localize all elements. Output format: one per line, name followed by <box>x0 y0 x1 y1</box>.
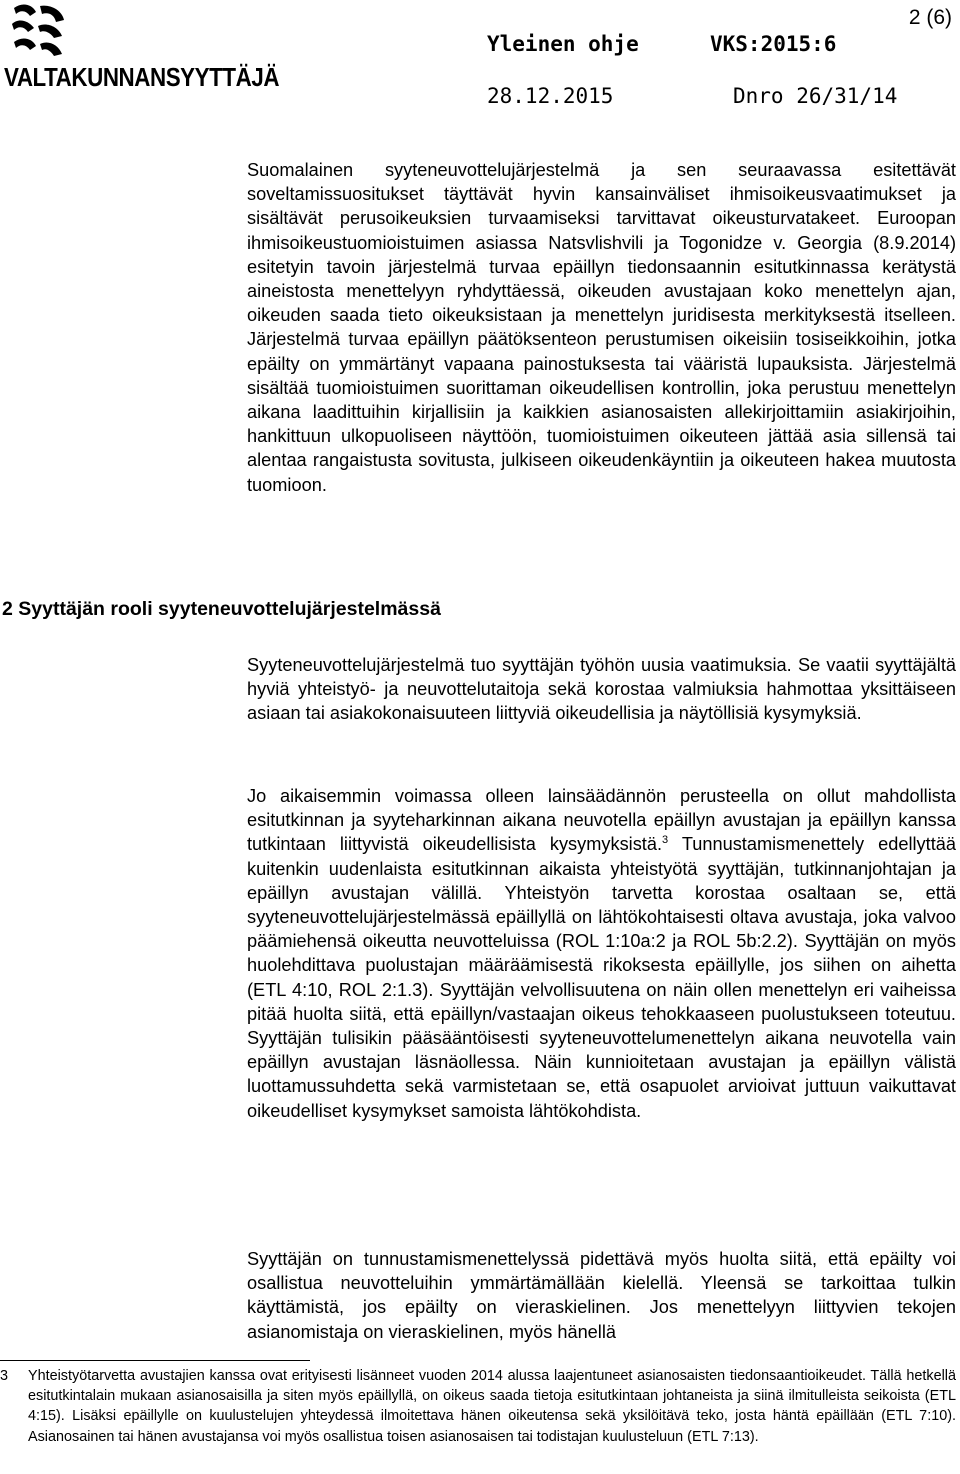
document-dnro: Dnro 26/31/14 <box>733 84 898 108</box>
paragraph-3-text-a: Jo aikaisemmin voimassa olleen lainsäädännön perusteella on ollut mahdollista esitutkinnan ja syyteharkinnan aikana neuvotella epäillyn avustajan ja epäillyn kanssa tutkintaan liittyvistä oikeudellisista kysymyksistä. <box>247 786 956 855</box>
paragraph-1: Suomalainen syyteneuvottelujärjestelmä ja sen seuraavassa esitettävät soveltamissuositukset täyttävät hyvin kansainväliset ihmisoikeusvaatimukset ja sisältävät perusoikeuksien turvaamiseksi tarvittavat oikeusturvatakeet. Euroopan ihmisoikeustuomioistuimen asiassa Natsvlishvili ja Togonidze v. Georgia (8.9.2014) esitetyin tavoin järjestelmä turvaa epäillyn tiedonsaannin esitutkinnassa kerätystä aineistosta menettelyyn ryhdyttäessä, oikeuden avustajaan koko menettelyn ajan, oikeuden saada tieto oikeuksistaan ja menettelyn juridisesta merkityksestä itselleen. Järjestelmä turvaa epäillyn päätöksenteon perustumisen oikeisiin tosiseikkoihin, jotka epäilty on ymmärtänyt vapaana painostuksesta tai vääristä lupauksista. Järjestelmä sisältää tuomioistuimen suorittaman oikeudellisen kontrollin, joka perustuu menettelyn aikana laadittuihin kirjallisiin ja kaikkien asianosaisten allekirjoittamiin asiakirjoihin, hankittuun ulkopuoliseen näyttöön, tuomioistuimen oikeuteen jättää asia sillensä tai alentaa rangaistusta sovitusta, julkiseen oikeudenkäyntiin ja oikeuteen hakea muutosta tuomioon. <box>247 160 956 495</box>
footnote-reference: 3 <box>662 834 669 847</box>
section-heading: 2 Syyttäjän rooli syyteneuvottelujärjestelmässä <box>2 598 441 620</box>
document-date: 28.12.2015 <box>487 84 614 108</box>
valtakunnansyyttaja-logo-icon <box>8 2 68 62</box>
document-type: Yleinen ohje <box>487 32 639 56</box>
footnote-number: 3 <box>0 1368 9 1384</box>
paragraph-3 <box>247 784 956 1123</box>
document-code: VKS:2015:6 <box>710 32 837 56</box>
organization-logo <box>4 2 280 94</box>
footnote <box>0 1366 956 1447</box>
paragraph-4: Syyttäjän on tunnustamismenettelyssä pidettävä myös huolta siitä, että epäilty voi osallistua neuvotteluihin ymmärtämällään kielellä. Yleensä se tarkoittaa tulkin käyttämistä, jos epäilty on vieraskielinen. Jos menettelyyn liittyvien tekojen asianomistaja on vieraskielinen, myös hänellä <box>247 1249 956 1342</box>
footnote-divider <box>0 1360 310 1361</box>
organization-name: VALTAKUNNANSYYTTÄJÄ <box>4 62 280 92</box>
footnote-text: Yhteistyötarvetta avustajien kanssa ovat erityisesti lisänneet vuoden 2014 alussa laajentuneet asianosaisten tiedonsaantioikeudet. Tällä hetkellä esitutkintalain mukaan asianosaisilla ja siten myös epäillyllä, on oikeus saada tietoja esitutkintaan johtaneista ja siinä ilmitulleista seikoista (ETL 4:15). Lisäksi epäillylle on kuulustelujen yhteydessä ilmoitettava hänen oikeutensa sekä yksilöitävä teko, josta häntä epäillään (ETL 7:10). Asianosainen tai hänen avustajansa voi myös osallistua toisen asianosaisen tai todistajan kuulusteluun (ETL 7:13). <box>28 1368 956 1445</box>
paragraph-2: Syyteneuvottelujärjestelmä tuo syyttäjän työhön uusia vaatimuksia. Se vaatii syyttäjältä hyviä yhteistyö- ja neuvottelutaitoja sekä korostaa valmiuksia hahmottaa yksittäiseen asiaan tai asiakokonaisuuteen liittyviä oikeudellisia ja näytöllisiä kysymyksiä. <box>247 655 956 724</box>
page-number: 2 (6) <box>908 6 952 29</box>
paragraph-3-text-b: Tunnustamismenettely edellyttää kuitenkin uudenlaista esitutkinnan aikaista yhteistyötä syyttäjän, tutkinnanjohtajan ja epäillyn avustajan välillä. Yhteistyön tarvetta korostaa osaltaan se, että syyteneuvottelujärjestelmässä epäillyllä on lähtökohtaisesti oltava avustaja, joka valvoo päämiehensä oikeutta neuvotteluissa (ROL 1:10a:2 ja ROL 5b:2.2). Syyttäjän on myös huolehdittava puolustajan määräämisestä rikoksesta epäillylle, jos siihen on aihetta (ETL 4:10, ROL 2:1.3). Syyttäjän velvollisuutena on näin ollen menettelyn eri vaiheissa pitää huolta siitä, että epäillyn/vastaajan oikeus tehokkaaseen puolustukseen toteutuu. Syyttäjän tulisikin pääsääntöisesti syyteneuvottelumenettelyn aikana neuvotella vain epäillyn avustajan läsnäollessa. Näin kunnioitetaan avustajan ja epäillyn välistä luottamussuhdetta sekä varmistetaan se, että osapuolet arvioivat juttuun vaikuttavat oikeudelliset kysymykset samoista lähtökohdista. <box>247 834 956 1121</box>
